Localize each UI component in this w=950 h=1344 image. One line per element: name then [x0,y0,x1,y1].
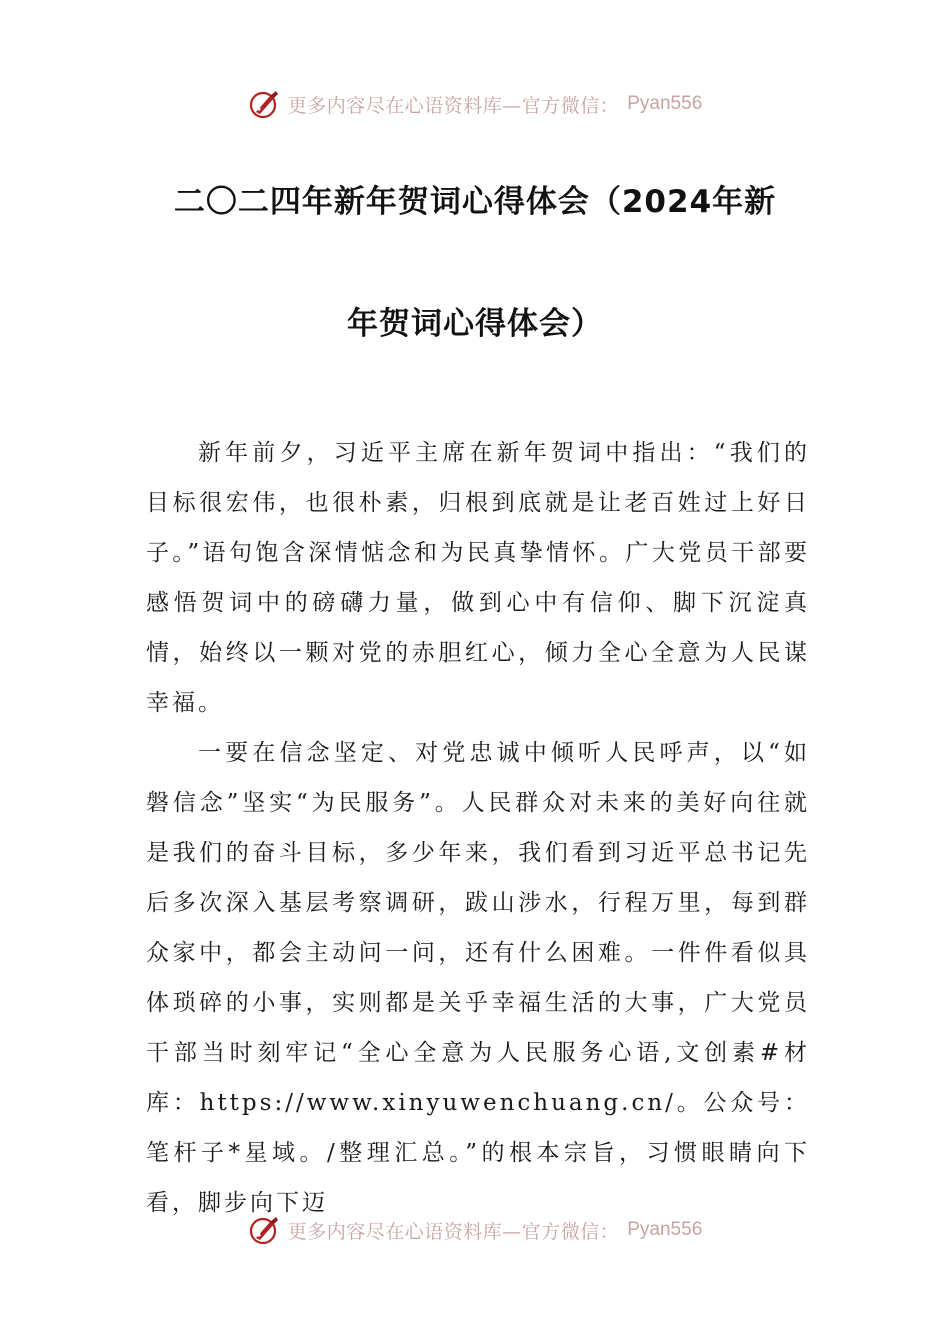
pen-logo-icon [248,88,280,120]
banner-text: 更多内容尽在心语资料库—官方微信： [287,94,620,117]
footer-banner [0,1210,950,1250]
document-body [146,428,810,1228]
document-title-line-1: 二〇二四年新年贺词心得体会（2024年新 [173,184,777,220]
body-paragraph: 新年前夕，习近平主席在新年贺词中指出：“我们的目标很宏伟，也很朴素，归根到底就是让老百姓过上好日子。”语句饱含深情惦念和为民真挚情怀。广大党员干部要感悟贺词中的磅礴力量，做到心中有信仰、脚下沉淀真情，始终以一颗对党的赤胆红心，倾力全心全意为人民谋幸福。 [146,440,810,716]
document-title-line-2: 年贺词心得体会） [347,306,603,342]
header-banner [0,84,950,124]
body-paragraph: 一要在信念坚定、对党忠诚中倾听人民呼声，以“如磐信念”坚实“为民服务”。人民群众对未来的美好向往就是我们的奋斗目标，多少年来，我们看到习近平总书记先后多次深入基层考察调研，跋山涉水，行程万里，每到群众家中，都会主动问一问，还有什么困难。一件件看似具体琐碎的小事，实则都是关乎幸福生活的大事，广大党员干部当时刻牢记“全心全意为人民服务心语,文创素#材库：https://www.xinyuwenchuang.cn/。公众号：笔杆子*星域。/整理汇总。”的根本宗旨，习惯眼睛向下看，脚步向下迈 [146,740,810,1216]
banner-text: 更多内容尽在心语资料库—官方微信： [287,1220,620,1243]
wechat-id: Pyan556 [627,1219,703,1240]
pen-logo-icon [248,1214,280,1246]
wechat-id: Pyan556 [627,93,703,114]
